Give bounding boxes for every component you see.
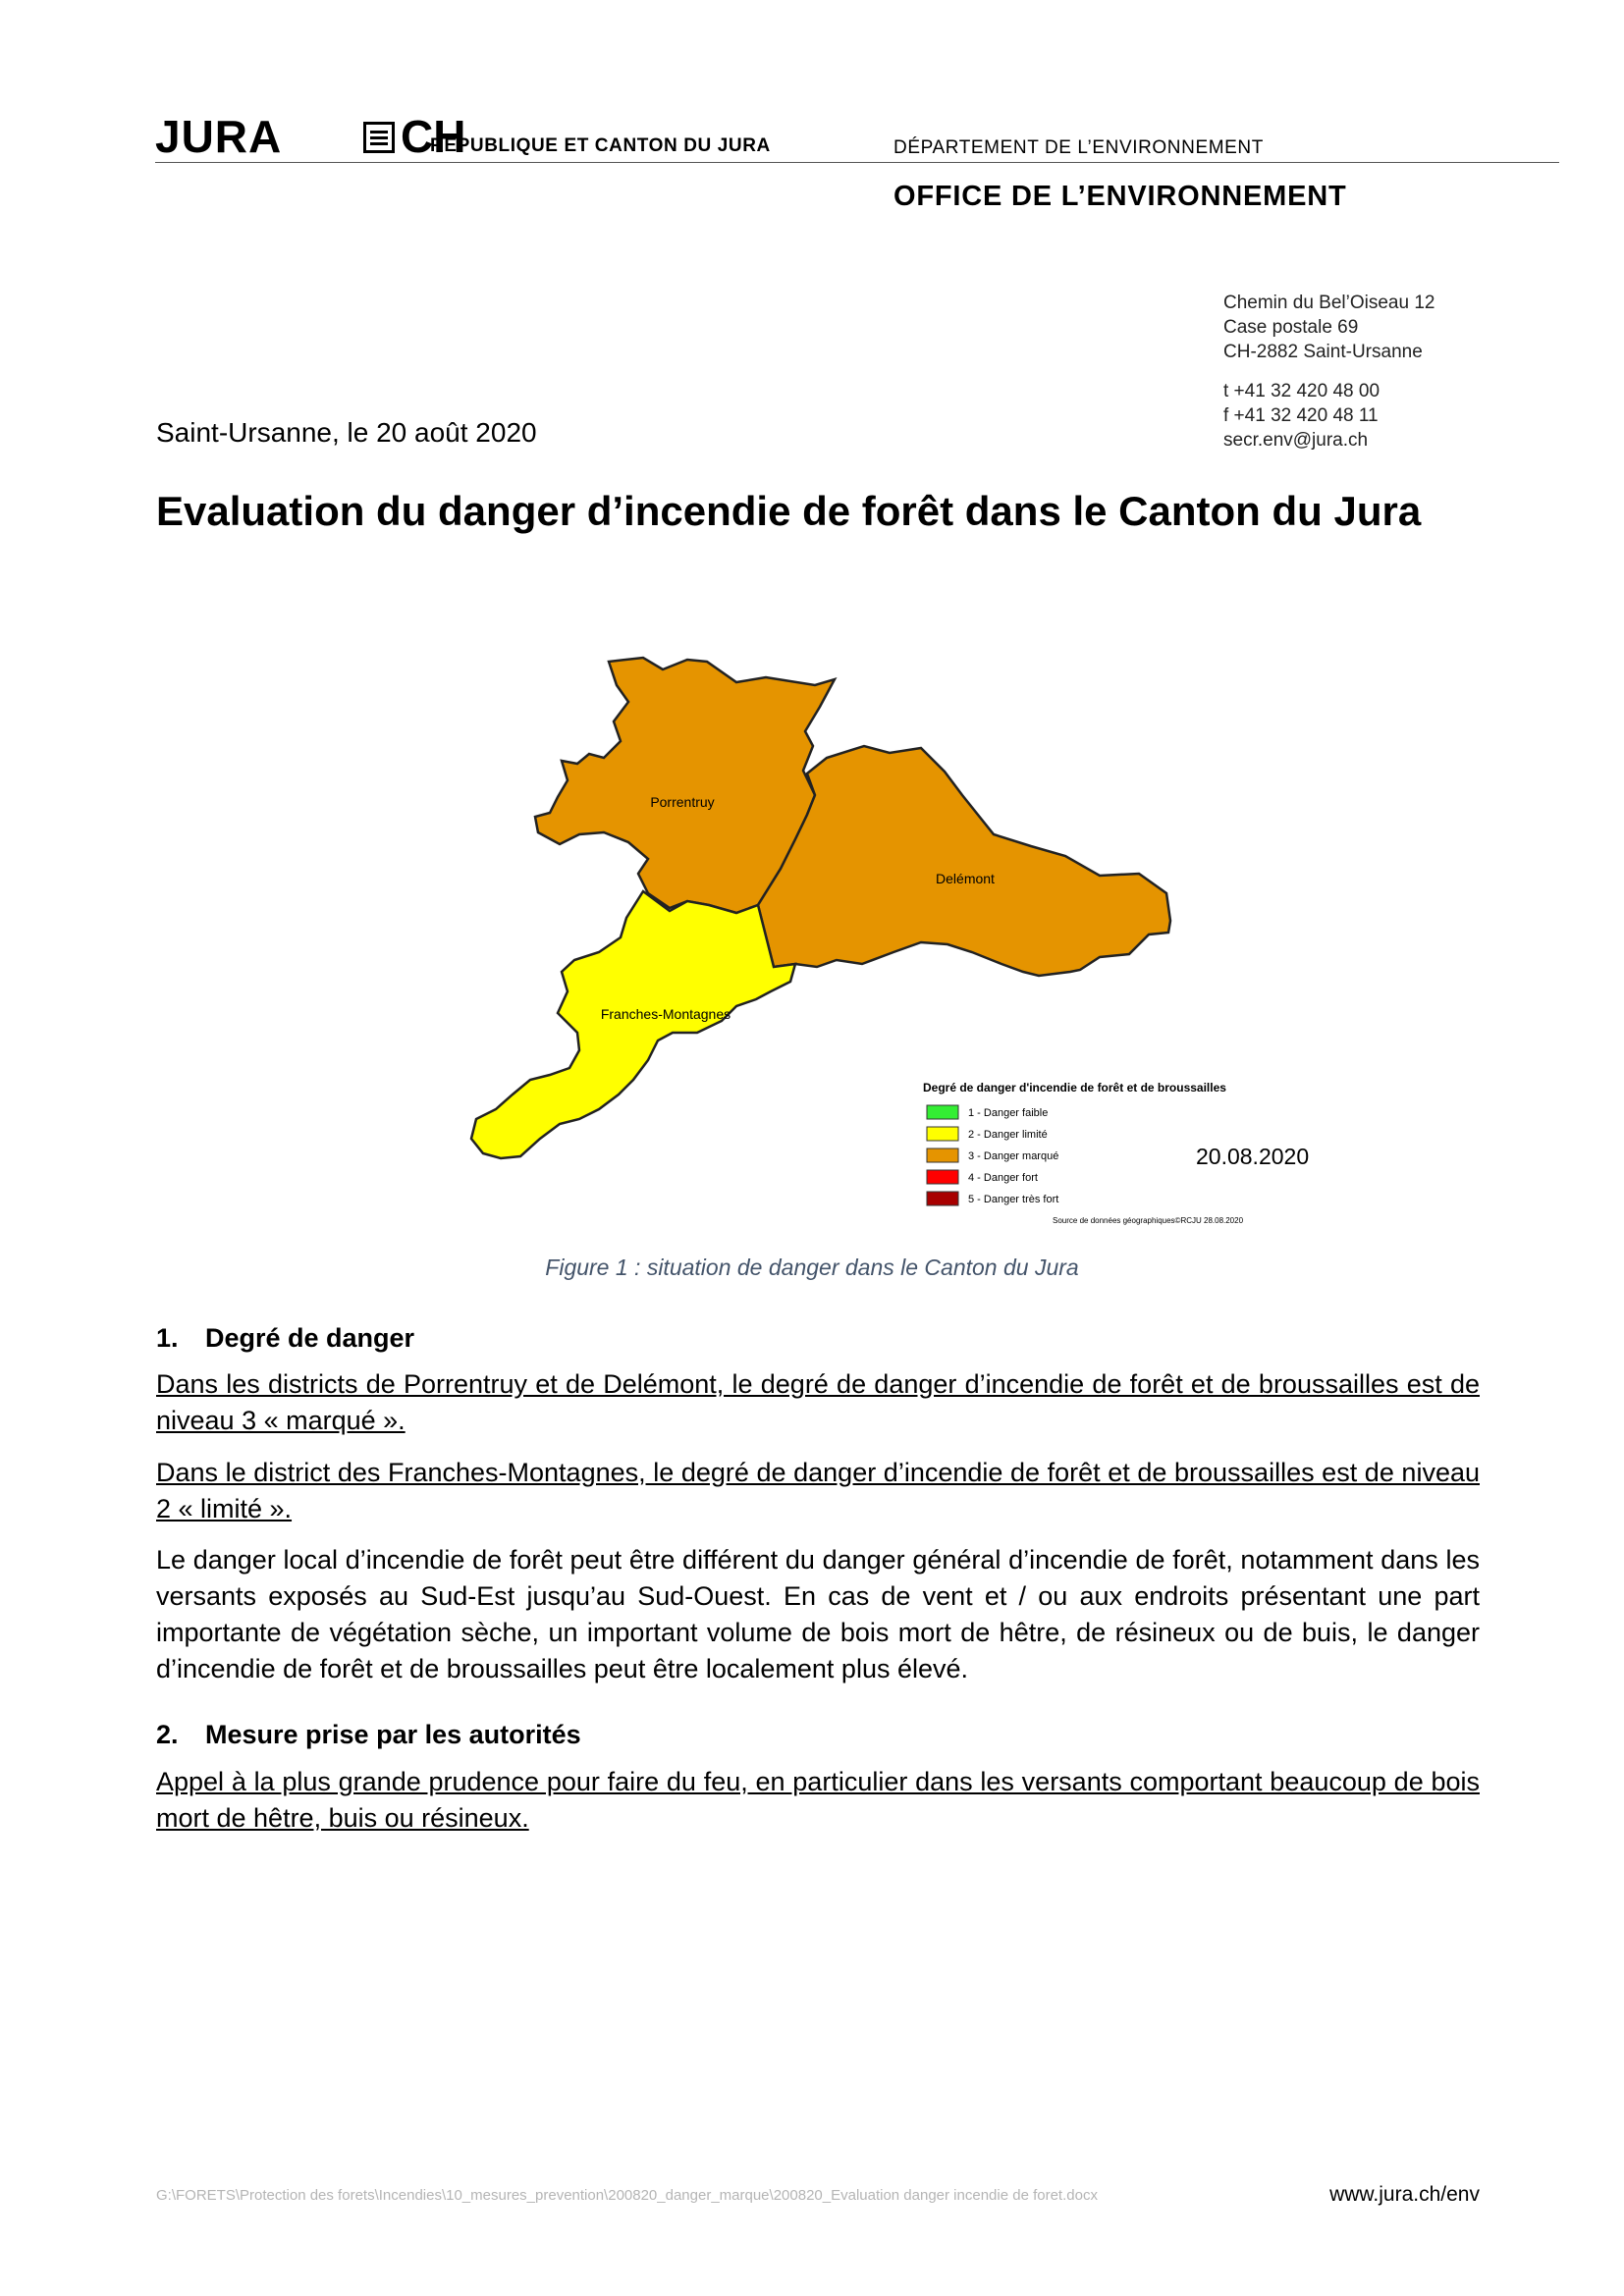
legend-label: 4 - Danger fort (968, 1172, 1038, 1184)
email-link[interactable]: secr.env@jura.ch (1223, 430, 1369, 451)
legend-label: 2 - Danger limité (968, 1129, 1048, 1141)
paragraph-franches-montagnes: Dans le district des Franches-Montagnes, le degré de danger d’incendie de forêt et de broussailles est de niveau 2 « limité ». (156, 1458, 1480, 1523)
map-label-delemont: Delémont (936, 871, 995, 886)
section-number: 1. (156, 1323, 179, 1353)
address-street: Chemin du Bel’Oiseau 12 (1223, 293, 1435, 313)
logo-subtitle: RÉPUBLIQUE ET CANTON DU JURA (430, 135, 771, 156)
page-title: Evaluation du danger d’incendie de forêt dans le Canton du Jura (156, 488, 1422, 534)
map-source: Source de données géographiques©RCJU 28.08.2020 (1053, 1216, 1244, 1225)
legend-label: 3 - Danger marqué (968, 1150, 1059, 1162)
phone-number: t +41 32 420 48 00 (1223, 381, 1380, 401)
legend-label: 5 - Danger très fort (968, 1194, 1059, 1205)
map-date: 20.08.2020 (1196, 1144, 1310, 1169)
legend-swatch (927, 1192, 958, 1205)
section-heading-measures (156, 1720, 581, 1750)
coat-of-arms-icon (363, 122, 395, 153)
address-po-box: Case postale 69 (1223, 317, 1359, 338)
address-city: CH-2882 Saint-Ursanne (1223, 342, 1423, 362)
postal-address (1223, 291, 1435, 364)
paragraph-porrentruy-delemont: Dans les districts de Porrentruy et de Delémont, le degré de danger d’incendie de forêt et de broussailles est de niveau 3 « marqué ». (156, 1369, 1480, 1435)
footer-file-path: G:\FORETS\Protection des forets\Incendies\10_mesures_prevention\200820_danger_marque\200820_Evaluation danger incendie de foret.docx (156, 2187, 1098, 2204)
district-delemont (758, 746, 1170, 976)
figure-caption: Figure 1 : situation de danger dans le Canton du Jura (545, 1255, 1079, 1280)
map-label-porrentruy: Porrentruy (650, 794, 715, 810)
map-label-franches-montagnes: Franches-Montagnes (600, 1006, 731, 1022)
logo-jura-text: JURA (155, 111, 283, 162)
district-franches-montagnes (471, 891, 795, 1158)
paragraph-measures: Appel à la plus grande prudence pour faire du feu, en particulier dans les versants comportant beaucoup de bois mort de hêtre, buis ou résineux. (156, 1767, 1480, 1833)
section-heading-danger-level (156, 1323, 414, 1354)
legend-swatch (927, 1105, 958, 1119)
legend-swatch (927, 1148, 958, 1162)
legend-swatch (927, 1127, 958, 1141)
contact-block (1223, 379, 1380, 453)
section-number: 2. (156, 1720, 179, 1749)
fax-number: f +41 32 420 48 11 (1223, 405, 1379, 426)
logo-ch-text: CH (401, 111, 466, 162)
footer-website-link[interactable]: www.jura.ch/env (1329, 2183, 1480, 2206)
header-divider (155, 162, 1559, 163)
office-name: OFFICE DE L’ENVIRONNEMENT (893, 181, 1347, 212)
department-name: DÉPARTEMENT DE L’ENVIRONNEMENT (893, 137, 1264, 158)
date-line: Saint-Ursanne, le 20 août 2020 (156, 417, 537, 448)
section-title: Degré de danger (205, 1323, 415, 1353)
legend-swatch (927, 1170, 958, 1184)
paragraph-local-danger: Le danger local d’incendie de forêt peut être différent du danger général d’incendie de forêt, notamment dans les versants exposés au Sud-Est jusqu’au Sud-Ouest. En cas de vent et / ou aux endroits présentant une part importante de végétation sèche, un important volume de bois mort de hêtre, de résineux ou de buis, le danger d’incendie de forêt et de broussailles peut être localement plus élevé. (156, 1545, 1480, 1683)
jura-logo (155, 111, 803, 162)
legend-title: Degré de danger d'incendie de forêt et de broussailles (923, 1081, 1226, 1095)
legend-label: 1 - Danger faible (968, 1107, 1049, 1119)
section-title: Mesure prise par les autorités (205, 1720, 581, 1749)
danger-map (452, 648, 1296, 1237)
